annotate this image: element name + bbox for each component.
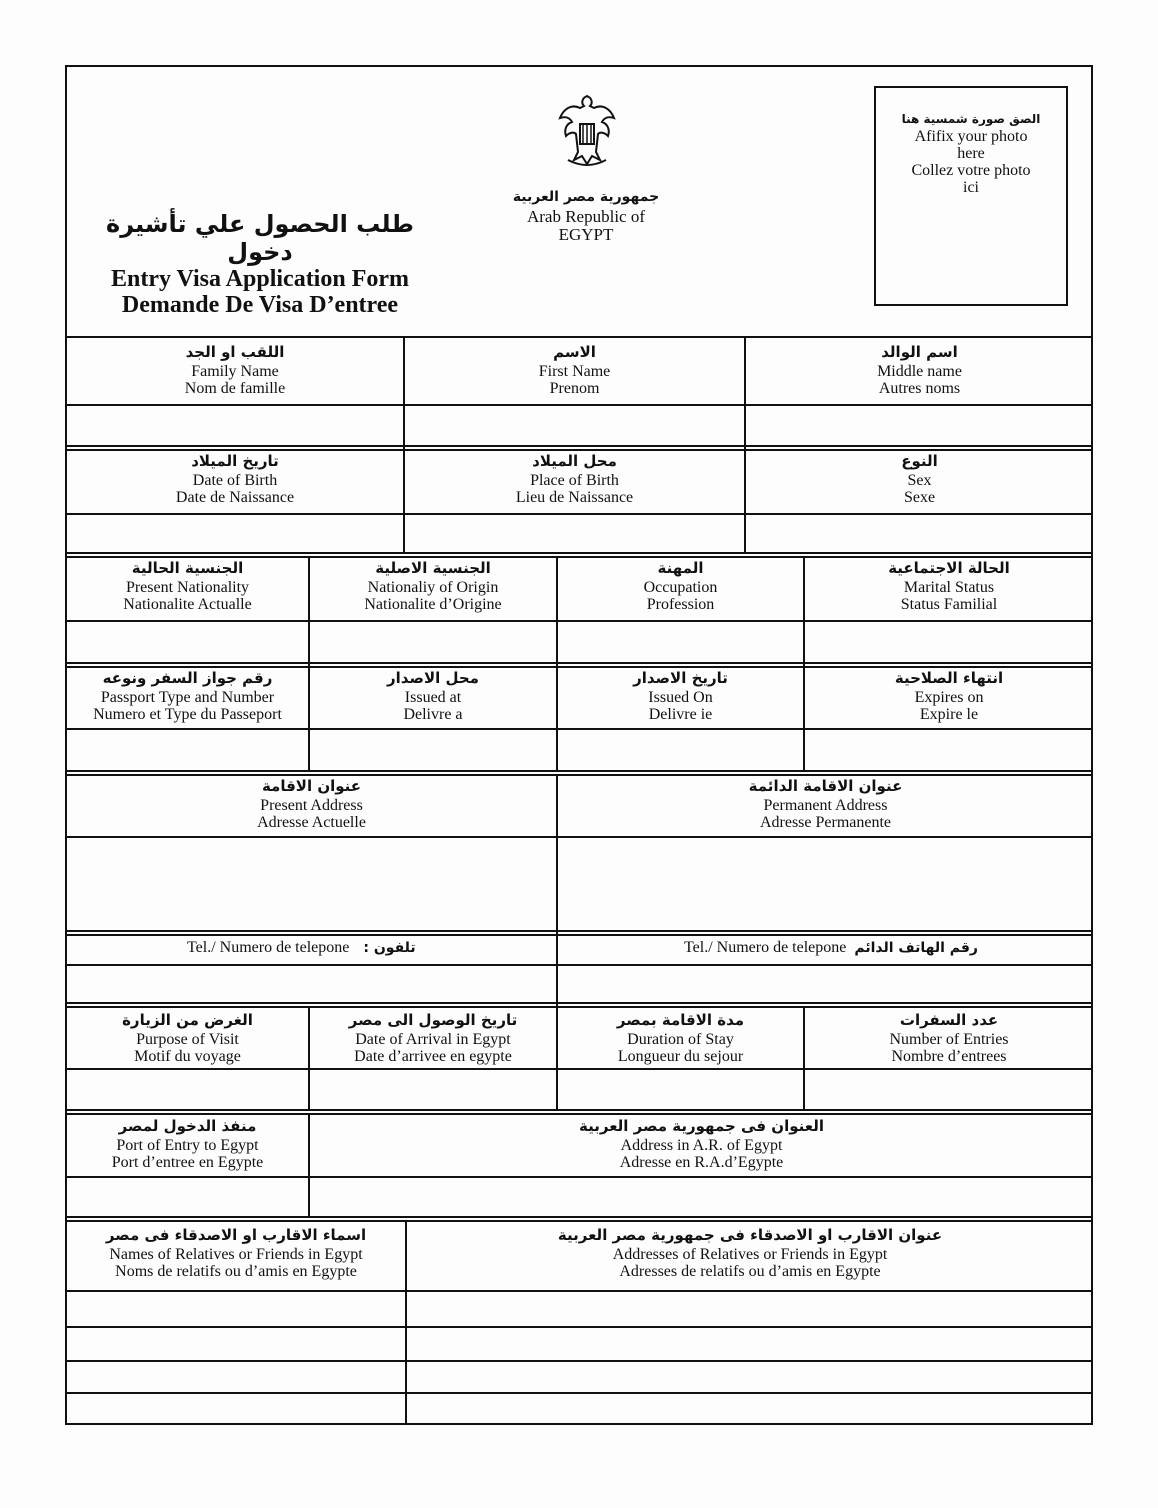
expires-on-ar: انتهاء الصلاحية [894,669,1004,687]
republic-name [486,186,686,244]
duration-of-stay-label [558,1009,803,1065]
republic-name-en-1: Arab Republic of [526,207,646,226]
present-nationality-fr: Nationalite Actualle [123,596,252,613]
form-title-ar: طلب الحصول علي تأشيرة دخول [106,210,414,266]
expires-on-en: Expires on [914,689,984,706]
photo-box-fr-1: Collez votre photo [911,162,1031,179]
republic-name-ar: جمهورية مصر العربية [512,189,660,205]
occupation-fr: Profession [646,596,715,613]
port-of-entry-field[interactable] [67,1178,308,1216]
photo-box-ar: الصق صورة شمسية هنا [901,112,1041,126]
purpose-of-visit-label [67,1009,308,1065]
port-of-entry-ar: منفذ الدخول لمصر [118,1117,257,1135]
place-of-birth-field[interactable] [405,515,744,552]
date-of-birth-fr: Date de Naissance [175,489,295,506]
first-name-en: First Name [538,363,611,380]
rule [65,662,1093,664]
sex-en: Sex [907,472,932,489]
rule [65,552,1093,554]
permanent-address-label [558,775,1093,831]
nationality-of-origin-en: Nationaliy of Origin [367,579,499,596]
form-title [100,210,420,318]
rule [65,1220,1093,1222]
first-name-fr: Prenom [549,380,600,397]
purpose-of-visit-ar: الغرض من الزيارة [122,1011,253,1029]
issued-at-field[interactable] [310,730,556,770]
permanent-address-field[interactable] [558,838,1093,930]
photo-box-en-2: here [957,145,985,162]
permanent-address-fr: Adresse Permanente [759,814,892,831]
passport-ar: رقم جواز السفر ونوعه [102,669,273,687]
present-telephone-label [187,939,416,957]
first-name-field[interactable] [405,406,744,445]
occupation-ar: المهنة [657,559,704,577]
middle-name-field[interactable] [746,406,1093,445]
permanent-telephone-label [684,939,978,957]
first-name-ar: الاسم [553,343,596,361]
issued-at-en: Issued at [404,689,462,706]
relatives-addresses-label [407,1224,1093,1280]
present-nationality-field[interactable] [67,622,308,662]
present-address-label [67,775,556,831]
port-of-entry-en: Port of Entry to Egypt [116,1137,259,1154]
middle-name-ar: اسم الوالد [881,343,958,361]
purpose-of-visit-fr: Motif du voyage [134,1048,241,1065]
family-name-ar: اللقب او الجد [185,343,285,361]
nationality-of-origin-field[interactable] [310,622,556,662]
number-of-entries-ar: عدد السفرات [899,1011,999,1029]
place-of-birth-fr: Lieu de Naissance [515,489,634,506]
duration-of-stay-fr: Longueur du sejour [617,1048,744,1065]
form-title-fr: Demande De Visa D’entree [121,292,399,318]
date-of-birth-label [67,450,403,506]
number-of-entries-field[interactable] [805,1070,1093,1109]
relatives-names-en: Names of Relatives or Friends in Egypt [109,1246,363,1263]
number-of-entries-fr: Nombre d’entrees [891,1048,1007,1065]
marital-status-fr: Status Familial [900,596,998,613]
port-of-entry-label [67,1115,308,1171]
republic-name-en-2: EGYPT [558,225,614,244]
relatives-names-field[interactable] [67,1292,405,1425]
issued-at-fr: Delivre a [403,706,463,723]
duration-of-stay-en: Duration of Stay [627,1031,734,1048]
photo-box-fr-2: ici [963,179,979,196]
marital-status-en: Marital Status [903,579,995,596]
issued-on-en: Issued On [648,689,713,706]
present-nationality-label [67,557,308,613]
rule [65,1006,1093,1008]
present-address-ar: عنوان الاقامة [261,777,362,795]
sex-label [746,450,1093,506]
photo-box-en-1: Afifix your photo [914,128,1028,145]
relatives-names-fr: Noms de relatifs ou d’amis en Egypte [115,1263,357,1280]
rule [65,770,1093,772]
relatives-names-ar: اسماء الاقارب او الاصدقاء فى مصر [105,1226,367,1244]
issued-on-field[interactable] [558,730,803,770]
duration-of-stay-field[interactable] [558,1070,803,1109]
expires-on-fr: Expire le [919,706,979,723]
address-in-egypt-fr: Adresse en R.A.d’Egypte [619,1154,784,1171]
nationality-of-origin-fr: Nationalite d’Origine [364,596,502,613]
date-of-arrival-ar: تاريخ الوصول الى مصر [348,1011,518,1029]
middle-name-label [746,341,1093,397]
date-of-arrival-fr: Date d’arrivee en egypte [354,1048,512,1065]
rule [65,1216,1093,1218]
present-address-en: Present Address [260,797,363,814]
address-in-egypt-field[interactable] [310,1178,1093,1216]
middle-name-en: Middle name [877,363,962,380]
relatives-names-label [67,1224,405,1280]
issued-on-label [558,667,803,723]
permanent-telephone-en: Tel./ Numero de telepone [684,939,847,956]
permanent-address-en: Permanent Address [763,797,888,814]
duration-of-stay-ar: مدة الاقامة بمصر [616,1011,745,1029]
family-name-field[interactable] [67,406,403,445]
present-telephone-ar: تلفون : [363,940,416,956]
address-in-egypt-en: Address in A.R. of Egypt [620,1137,783,1154]
port-of-entry-fr: Port d’entree en Egypte [111,1154,264,1171]
permanent-telephone-ar: رقم الهاتف الدائم [854,940,978,956]
place-of-birth-en: Place of Birth [530,472,619,489]
passport-en: Passport Type and Number [100,689,275,706]
first-name-label [405,341,744,397]
relatives-addresses-en: Addresses of Relatives or Friends in Egypt [612,1246,888,1263]
family-name-en: Family Name [191,363,279,380]
permanent-address-ar: عنوان الاقامة الدائمة [748,777,903,795]
form-title-en: Entry Visa Application Form [110,266,410,292]
present-nationality-ar: الجنسية الحالية [131,559,244,577]
purpose-of-visit-field[interactable] [67,1070,308,1109]
sex-fr: Sexe [903,489,936,506]
rule [65,930,1093,932]
passport-field[interactable] [67,730,308,770]
egypt-eagle-emblem-icon [556,94,618,168]
photo-box[interactable] [874,86,1068,306]
occupation-field[interactable] [558,622,803,662]
rule [65,445,1093,447]
address-in-egypt-ar: العنوان فى جمهورية مصر العربية [579,1117,824,1135]
date-of-arrival-field[interactable] [310,1070,556,1109]
issued-on-ar: تاريخ الاصدار [633,669,728,687]
relatives-addresses-fr: Adresses de relatifs ou d’amis en Egypte [619,1263,881,1280]
marital-status-ar: الحالة الاجتماعية [888,559,1010,577]
permanent-telephone-field[interactable] [558,966,1093,1002]
purpose-of-visit-en: Purpose of Visit [136,1031,239,1048]
sex-field[interactable] [746,515,1093,552]
sex-ar: النوع [901,452,938,470]
date-of-birth-en: Date of Birth [192,472,278,489]
place-of-birth-ar: محل الميلاد [532,452,617,470]
nationality-of-origin-ar: الجنسية الاصلية [375,559,491,577]
present-address-field[interactable] [67,838,556,930]
address-in-egypt-label [310,1115,1093,1171]
present-telephone-field[interactable] [67,966,556,1002]
number-of-entries-label [805,1009,1093,1065]
date-of-arrival-label [310,1009,556,1065]
place-of-birth-label [405,450,744,506]
rule [65,934,1093,936]
rule [65,1002,1093,1004]
issued-on-fr: Delivre ie [648,706,713,723]
expires-on-field[interactable] [805,730,1093,770]
middle-name-fr: Autres noms [878,380,961,397]
nationality-of-origin-label [310,557,556,613]
family-name-fr: Nom de famille [184,380,286,397]
occupation-en: Occupation [643,579,718,596]
date-of-birth-field[interactable] [67,515,403,552]
present-nationality-en: Present Nationality [125,579,250,596]
occupation-label [558,557,803,613]
passport-fr: Numero et Type du Passeport [93,706,282,723]
number-of-entries-en: Number of Entries [889,1031,1009,1048]
expires-on-label [805,667,1093,723]
passport-label [67,667,308,723]
issued-at-ar: محل الاصدار [387,669,479,687]
relatives-addresses-field[interactable] [407,1292,1093,1425]
rule [65,336,1093,338]
present-address-fr: Adresse Actuelle [257,814,366,831]
family-name-label [67,341,403,397]
marital-status-label [805,557,1093,613]
relatives-addresses-ar: عنوان الاقارب او الاصدقاء فى جمهورية مصر العربية [557,1226,943,1244]
date-of-arrival-en: Date of Arrival in Egypt [355,1031,511,1048]
issued-at-label [310,667,556,723]
marital-status-field[interactable] [805,622,1093,662]
present-telephone-en: Tel./ Numero de telepone [187,939,350,956]
rule [65,1109,1093,1111]
date-of-birth-ar: تاريخ الميلاد [191,452,279,470]
